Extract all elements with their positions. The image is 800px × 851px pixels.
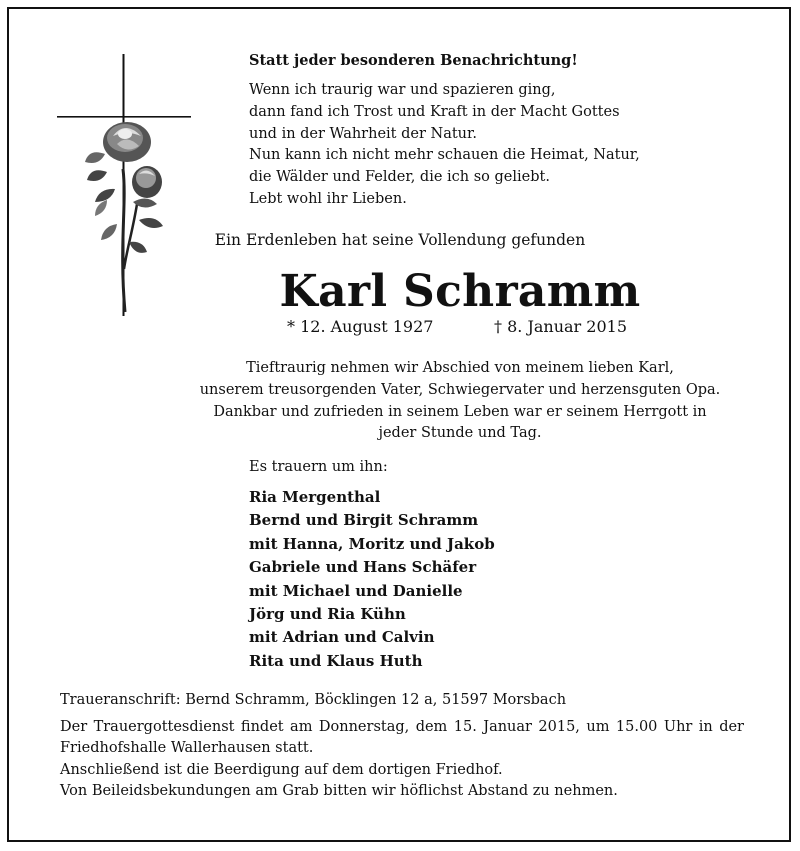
poem-line: Nun kann ich nicht mehr schauen die Heimat, Natur, bbox=[249, 147, 640, 164]
notice-headline: Statt jeder besonderen Benachrichtung! bbox=[249, 52, 578, 69]
mourner-entry: Gabriele und Hans Schäfer bbox=[249, 558, 477, 577]
deceased-name: Karl Schramm bbox=[279, 266, 641, 317]
service-line: Von Beileidsbekundungen am Grab bitten wir höflichst Abstand zu nehmen. bbox=[60, 783, 618, 800]
service-line: Anschließend ist die Beerdigung auf dem dortigen Friedhof. bbox=[60, 761, 503, 778]
mourning-address: Traueranschrift: Bernd Schramm, Böcklingen 12 a, 51597 Morsbach bbox=[60, 692, 567, 708]
birth-date: * 12. August 1927 bbox=[287, 317, 434, 336]
rose-blossom-small bbox=[132, 166, 162, 198]
mourner-entry: Rita und Klaus Huth bbox=[249, 651, 423, 670]
service-info bbox=[60, 717, 744, 803]
mourners-list bbox=[249, 486, 495, 673]
tribute-line: Dankbar und zufrieden in seinem Leben war er seinem Herrgott in bbox=[213, 403, 707, 420]
poem-line: Wenn ich traurig war und spazieren ging, bbox=[249, 82, 556, 98]
death-date: † 8. Januar 2015 bbox=[494, 317, 627, 336]
service-line: Friedhofshalle Wallerhausen statt. bbox=[60, 740, 314, 757]
poem-line: dann fand ich Trost und Kraft in der Macht Gottes bbox=[249, 103, 620, 120]
rose-blossom-large bbox=[103, 122, 151, 162]
poem-line: und in der Wahrheit der Natur. bbox=[249, 125, 477, 142]
mourner-entry: Bernd und Birgit Schramm bbox=[249, 511, 479, 530]
tribute-line: Tieftraurig nehmen wir Abschied von meinem lieben Karl, bbox=[246, 360, 674, 376]
poem-line: Lebt wohl ihr Lieben. bbox=[249, 190, 407, 207]
poem-line: die Wälder und Felder, die ich so geliebt. bbox=[249, 169, 550, 186]
tribute-text bbox=[170, 358, 750, 445]
subtitle: Ein Erdenleben hat seine Vollendung gefunden bbox=[214, 231, 586, 249]
mourner-entry: Ria Mergenthal bbox=[249, 488, 381, 506]
cross-horizontal-beam bbox=[57, 116, 191, 118]
tribute-line: unserem treusorgenden Vater, Schwiegervater und herzensguten Opa. bbox=[199, 381, 721, 398]
mourner-entry: mit Adrian und Calvin bbox=[249, 628, 435, 647]
mourners-intro: Es trauern um ihn: bbox=[249, 459, 388, 475]
tribute-line: jeder Stunde und Tag. bbox=[378, 425, 542, 442]
service-line: Der Trauergottesdienst findet am Donnerstag, dem 15. Januar 2015, um 15.00 Uhr in der bbox=[60, 719, 744, 735]
mourner-entry: Jörg und Ria Kühn bbox=[249, 605, 406, 624]
mourner-entry: mit Hanna, Moritz und Jakob bbox=[249, 534, 495, 553]
poem bbox=[249, 80, 640, 211]
mourner-entry: mit Michael und Danielle bbox=[249, 581, 463, 600]
